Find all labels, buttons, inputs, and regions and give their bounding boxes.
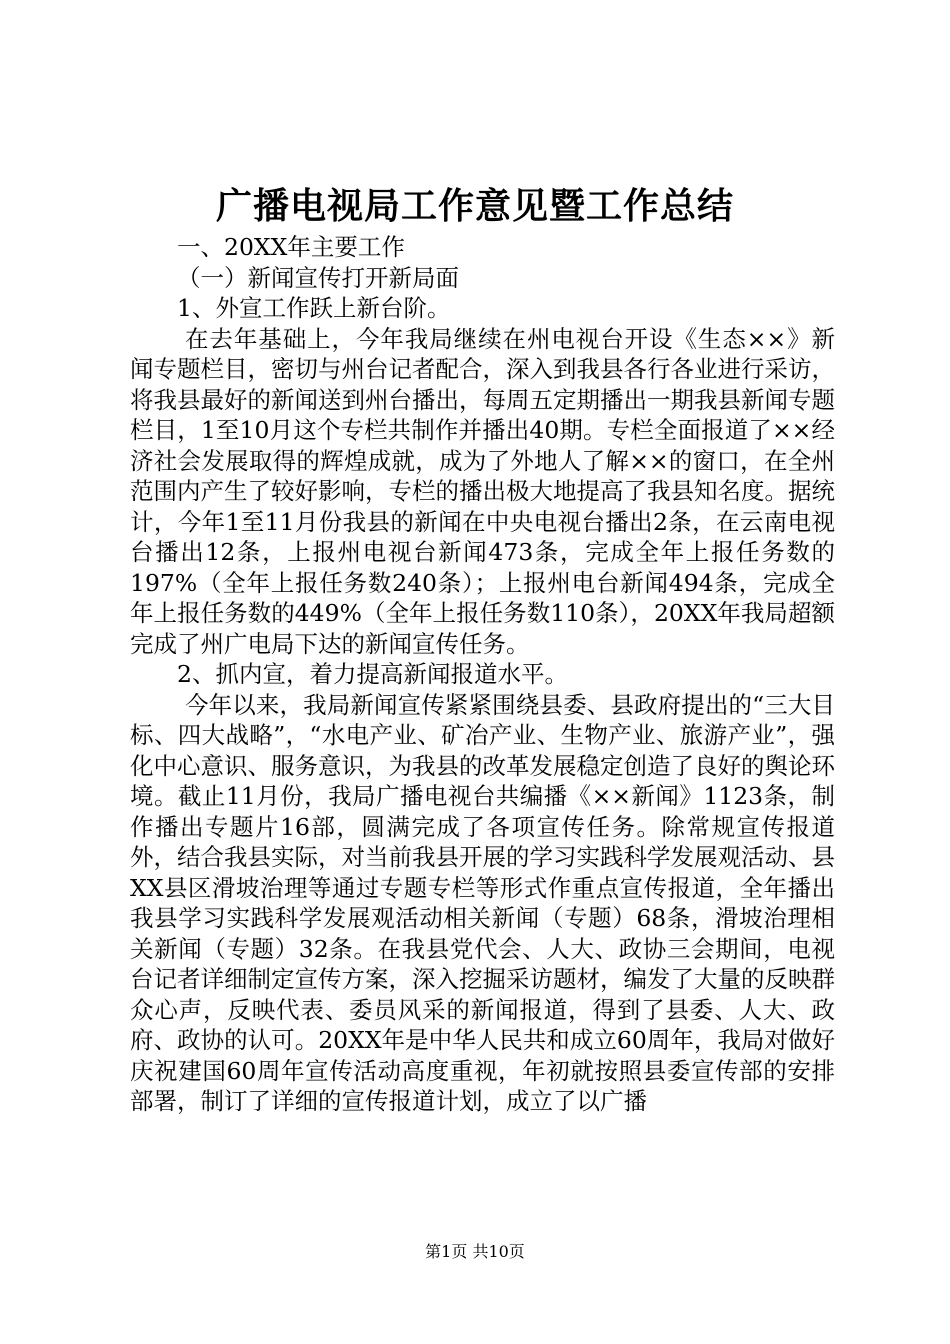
- item-heading: 1、外宣工作跃上新台阶。: [177, 294, 451, 322]
- page-number: 第1页 共10页: [425, 1242, 525, 1261]
- subsection-heading: （一）新闻宣传打开新局面: [177, 263, 459, 292]
- body-paragraph: 今年以来，我局新闻宣传紧紧围绕县委、县政府提出的“三大目标、四大战略”，“水电产业、矿冶产业、生物产业、旅游产业”，强化中心意识、服务意识，为我县的改革发展稳定创造了良好的舆论环境。截止11月份，我局广播电视台共编播《××新闻》1123条，制作播出专题片16部，圆满完成了各项宣传任务。除常规宣传报道外，结合我县实际，对当前我县开展的学习实践科学发展观活动、县XX县区滑坡治理等通过专题专栏等形式作重点宣传报道，全年播出我县学习实践科学发展观活动相关新闻（专题）68条，滑坡治理相关新闻（专题）32条。在我县党代会、人大、政协三会期间，电视台记者详细制定宣传方案，深入挖掘采访题材，编发了大量的反映群众心声，反映代表、委员风采的新闻报道，得到了县委、人大、政府、政协的认可。20XX年是中华人民共和成立60周年，我局对做好庆祝建国60周年宣传活动高度重视，年初就按照县委宣传部的安排部署，制订了详细的宣传报道计划，成立了以广播: [130, 690, 835, 1115]
- item-heading: 2、抓内宣，着力提高新闻报道水平。: [177, 660, 568, 688]
- body-paragraph: 在去年基础上，今年我局继续在州电视台开设《生态××》新闻专题栏目，密切与州台记者配合，深入到我县各行各业进行采访，将我县最好的新闻送到州台播出，每周五定期播出一期我县新闻专题栏目，1至10月这个专栏共制作并播出40期。专栏全面报道了××经济社会发展取得的辉煌成就，成为了外地人了解××的窗口，在全州范围内产生了较好影响，专栏的播出极大地提高了我县知名度。据统计，今年1至11月份我县的新闻在中央电视台播出2条，在云南电视台播出12条，上报州电视台新闻473条，完成全年上报任务数的197%（全年上报任务数240条）；上报州电台新闻494条，完成全年上报任务数的449%（全年上报任务数110条），20XX年我局超额完成了州广电局下达的新闻宣传任务。: [130, 324, 835, 658]
- document-title: 广播电视局工作意见暨工作总结: [215, 185, 734, 227]
- section-heading: 一、20XX年主要工作: [177, 233, 405, 261]
- document-body: [130, 232, 835, 1117]
